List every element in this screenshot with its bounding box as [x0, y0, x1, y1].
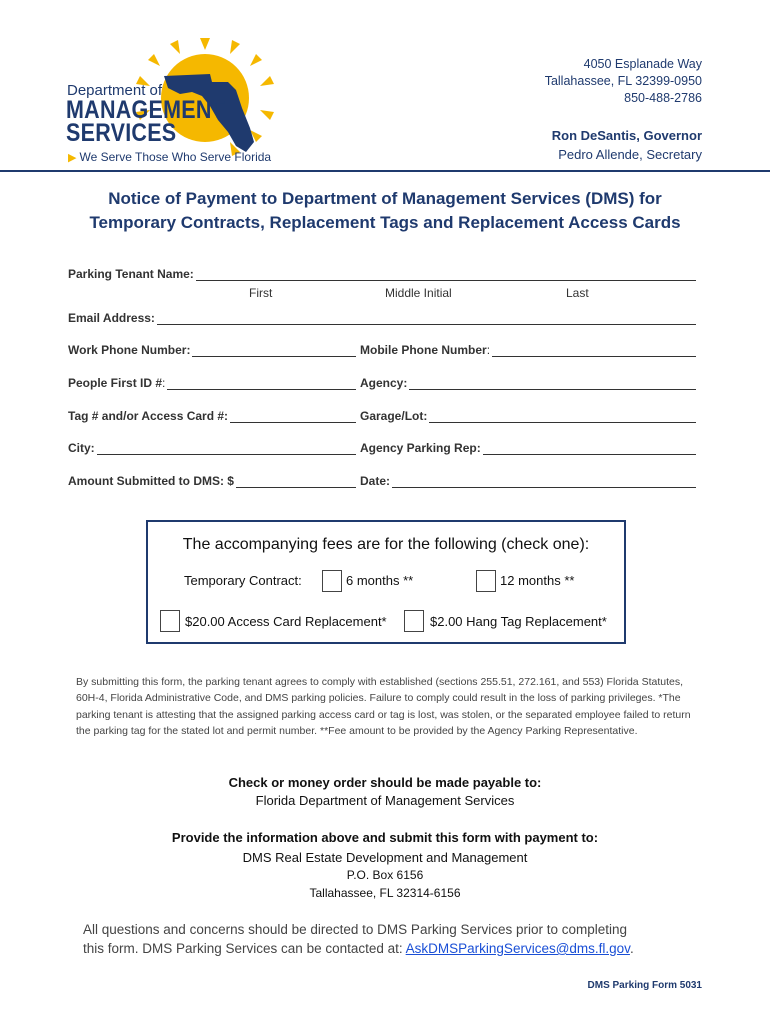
twelve-months-checkbox[interactable] — [476, 570, 496, 592]
email-field[interactable] — [157, 312, 696, 325]
access-card-checkbox[interactable] — [160, 610, 180, 632]
governor-name: Ron DeSantis, Governor — [551, 128, 702, 143]
logo-tagline-text: We Serve Those Who Serve Florida — [79, 150, 272, 164]
date-field[interactable] — [392, 475, 696, 488]
form-title-line-2: Temporary Contracts, Replacement Tags and Replacement Access Cards — [89, 213, 681, 232]
disclaimer-paragraph: By submitting this form, the parking tenant agrees to comply with established (sections 255.51, 272.161, and 553) Florida Statutes, 60H-4, Florida Administrative Code, and DMS parking policies. Failure to comply could result in the loss of parking privileges. *The parking tenant is attesting that the assigned parking access card or tag is lost, was stolen, or the separated employee failed to return the parking tag for the stated lot and permit number. **Fee amount to be provided by the Agency Parking Representative. — [76, 676, 691, 738]
email-row — [68, 311, 696, 325]
logo-management: MANAGEMENT — [66, 96, 226, 124]
tag-row — [68, 409, 696, 423]
access-card-label: $20.00 Access Card Replacement* — [185, 614, 387, 629]
people-first-row — [68, 376, 696, 390]
payee-name: Florida Department of Management Services — [255, 793, 515, 808]
agency-rep-field[interactable] — [483, 442, 696, 455]
phone-row — [68, 343, 696, 357]
triangle-play-icon: ▶ — [68, 152, 77, 164]
city-label: City: — [68, 441, 95, 455]
six-months-label: 6 months ** — [346, 573, 414, 588]
garage-field[interactable] — [429, 410, 696, 423]
temp-contract-label: Temporary Contract: — [184, 573, 302, 588]
header-phone: 850-488-2786 — [624, 91, 702, 105]
mobile-phone-colon: : — [486, 343, 491, 357]
tenant-name-row — [68, 267, 696, 281]
form-number: DMS Parking Form 5031 — [587, 980, 702, 991]
submit-address-line-1: DMS Real Estate Development and Management — [242, 850, 528, 865]
agency-label: Agency: — [360, 376, 408, 390]
work-phone-label: Work Phone Number: — [68, 343, 191, 357]
hang-tag-checkbox[interactable] — [404, 610, 424, 632]
logo-services: SERVICES — [66, 119, 177, 147]
amount-row — [68, 474, 696, 488]
questions-line-2-suffix: . — [629, 941, 634, 956]
tenant-name-field[interactable] — [196, 268, 696, 281]
work-phone-field[interactable] — [192, 344, 356, 357]
questions-line-2-prefix: this form. DMS Parking Services can be contacted at: — [83, 941, 406, 956]
people-first-label: People First ID # — [68, 376, 163, 390]
submit-address-line-3: Tallahassee, FL 32314-6156 — [309, 886, 461, 900]
date-label: Date: — [360, 474, 391, 488]
tag-card-field[interactable] — [230, 410, 356, 423]
fee-selection-box — [146, 520, 626, 644]
questions-line-1: All questions and concerns should be directed to DMS Parking Services prior to completing — [83, 922, 628, 937]
amount-field[interactable] — [236, 475, 356, 488]
people-first-colon: : — [162, 376, 166, 390]
logo-tagline — [68, 150, 271, 164]
first-name-sublabel: First — [249, 286, 273, 300]
tag-card-label: Tag # and/or Access Card #: — [68, 409, 229, 423]
agency-field[interactable] — [409, 377, 696, 390]
address-line-2: Tallahassee, FL 32399-0950 — [544, 74, 702, 88]
amount-label: Amount Submitted to DMS: $ — [68, 474, 234, 488]
submit-heading: Provide the information above and submit this form with payment to: — [171, 830, 599, 845]
tenant-name-label: Parking Tenant Name: — [68, 267, 194, 281]
city-row — [68, 441, 696, 455]
fee-box-title: The accompanying fees are for the following (check one): — [182, 536, 590, 553]
people-first-field[interactable] — [167, 377, 356, 390]
parking-services-email-link[interactable]: AskDMSParkingServices@dms.fl.gov — [405, 941, 630, 956]
address-line-1: 4050 Esplanade Way — [583, 57, 702, 71]
hang-tag-label: $2.00 Hang Tag Replacement* — [430, 614, 607, 629]
form-title-line-1: Notice of Payment to Department of Management Services (DMS) for — [108, 189, 662, 208]
city-field[interactable] — [97, 442, 356, 455]
mobile-phone-label: Mobile Phone Number — [360, 343, 487, 357]
garage-label: Garage/Lot: — [360, 409, 428, 423]
questions-line-2 — [83, 941, 634, 956]
email-label: Email Address: — [68, 311, 155, 325]
logo-department-of: Department of — [67, 82, 163, 99]
twelve-months-label: 12 months ** — [500, 573, 575, 588]
agency-rep-label: Agency Parking Rep: — [360, 441, 481, 455]
last-name-sublabel: Last — [566, 286, 589, 300]
six-months-checkbox[interactable] — [322, 570, 342, 592]
mobile-phone-field[interactable] — [492, 344, 696, 357]
header-divider — [0, 170, 770, 172]
submit-address-line-2: P.O. Box 6156 — [346, 868, 424, 882]
secretary-name: Pedro Allende, Secretary — [558, 147, 702, 162]
middle-initial-sublabel: Middle Initial — [385, 286, 452, 300]
payable-heading: Check or money order should be made payable to: — [228, 775, 542, 790]
